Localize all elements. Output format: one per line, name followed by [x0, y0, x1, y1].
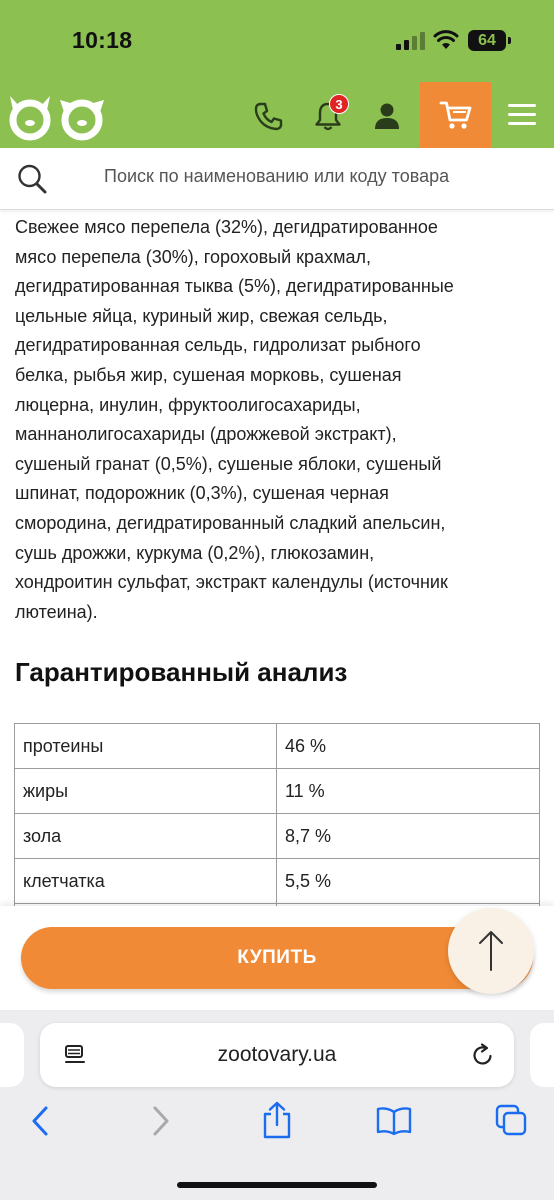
table-cell-value: 11 % — [277, 769, 540, 814]
composition-line: цельные яйца, куриный жир, свежая сельдь, — [15, 305, 388, 326]
previous-tab-peek[interactable] — [0, 1023, 24, 1087]
buy-panel — [0, 906, 554, 1010]
analysis-title: Гарантированный анализ — [15, 657, 348, 687]
composition-line: сушь дрожжи, куркума (0,2%), глюкозамин, — [15, 542, 375, 563]
user-icon[interactable] — [371, 100, 403, 132]
composition-line: сушеный гранат (0,5%), сушеные яблоки, сушеный — [15, 453, 442, 474]
search-icon[interactable] — [16, 163, 48, 195]
back-icon[interactable] — [28, 1104, 54, 1138]
composition-line: мясо перепела (30%), гороховый крахмал, — [15, 246, 371, 267]
table-cell-name: зола — [15, 814, 277, 859]
status-time: 10:18 — [72, 27, 133, 53]
table-row — [15, 724, 540, 769]
composition-line: шпинат, подорожник (0,3%), сушеная черная — [15, 483, 389, 504]
composition-line: дегидратированная сельдь, гидролизат рыбного — [15, 335, 421, 356]
table-cell-value: 46 % — [277, 724, 540, 769]
table-cell-value: 8,7 % — [277, 814, 540, 859]
next-tab-peek[interactable] — [530, 1023, 554, 1087]
menu-icon[interactable] — [508, 103, 536, 127]
scroll-to-top-button[interactable] — [448, 908, 534, 994]
address-bar[interactable] — [40, 1023, 514, 1087]
share-icon[interactable] — [261, 1100, 293, 1140]
cellular-signal-icon — [396, 32, 426, 50]
status-bar — [0, 0, 554, 82]
arrow-up-icon — [476, 928, 506, 972]
search-input[interactable] — [104, 166, 534, 187]
analysis-table — [14, 723, 540, 910]
buy-button-label: КУПИТЬ — [237, 947, 317, 968]
reload-icon[interactable] — [470, 1042, 496, 1068]
composition-line: смородина, дегидратированный сладкий апельсин, — [15, 512, 446, 533]
cart-button[interactable] — [420, 82, 491, 148]
product-content — [0, 210, 554, 910]
table-cell-value: 5,5 % — [277, 859, 540, 904]
composition-line: белка, рыбья жир, сушеная морковь, сушеная — [15, 364, 402, 385]
phone-icon[interactable] — [252, 100, 284, 132]
bookmarks-icon[interactable] — [376, 1106, 412, 1136]
notification-badge: 3 — [329, 94, 349, 114]
home-indicator — [177, 1182, 377, 1188]
composition-line: лютеина). — [15, 601, 98, 622]
composition-line: маннанолигосахариды (дрожжевой экстракт), — [15, 424, 397, 445]
composition-line: люцерна, инулин, фруктоолигосахариды, — [15, 394, 361, 415]
logo-icon[interactable] — [4, 90, 108, 142]
composition-line: Свежее мясо перепела (32%), дегидратированное — [15, 217, 438, 237]
table-cell-name: протеины — [15, 724, 277, 769]
url-text: zootovary.ua — [217, 1043, 337, 1066]
composition-text — [15, 213, 541, 627]
forward-icon[interactable] — [147, 1104, 173, 1138]
cart-icon — [439, 99, 473, 131]
table-cell-name: жиры — [15, 769, 277, 814]
table-row — [15, 814, 540, 859]
composition-line: дегидратированная тыква (5%), дегидратированные — [15, 276, 454, 297]
table-row — [15, 769, 540, 814]
site-header — [0, 82, 554, 148]
tabs-icon[interactable] — [494, 1103, 528, 1137]
browser-toolbar — [0, 1010, 554, 1200]
table-cell-name: клетчатка — [15, 859, 277, 904]
battery-icon: 64 — [468, 30, 506, 51]
search-bar — [0, 148, 554, 210]
wifi-icon — [433, 29, 459, 51]
table-row — [15, 859, 540, 904]
composition-line: хондроитин сульфат, экстракт календулы (источник — [15, 572, 448, 593]
